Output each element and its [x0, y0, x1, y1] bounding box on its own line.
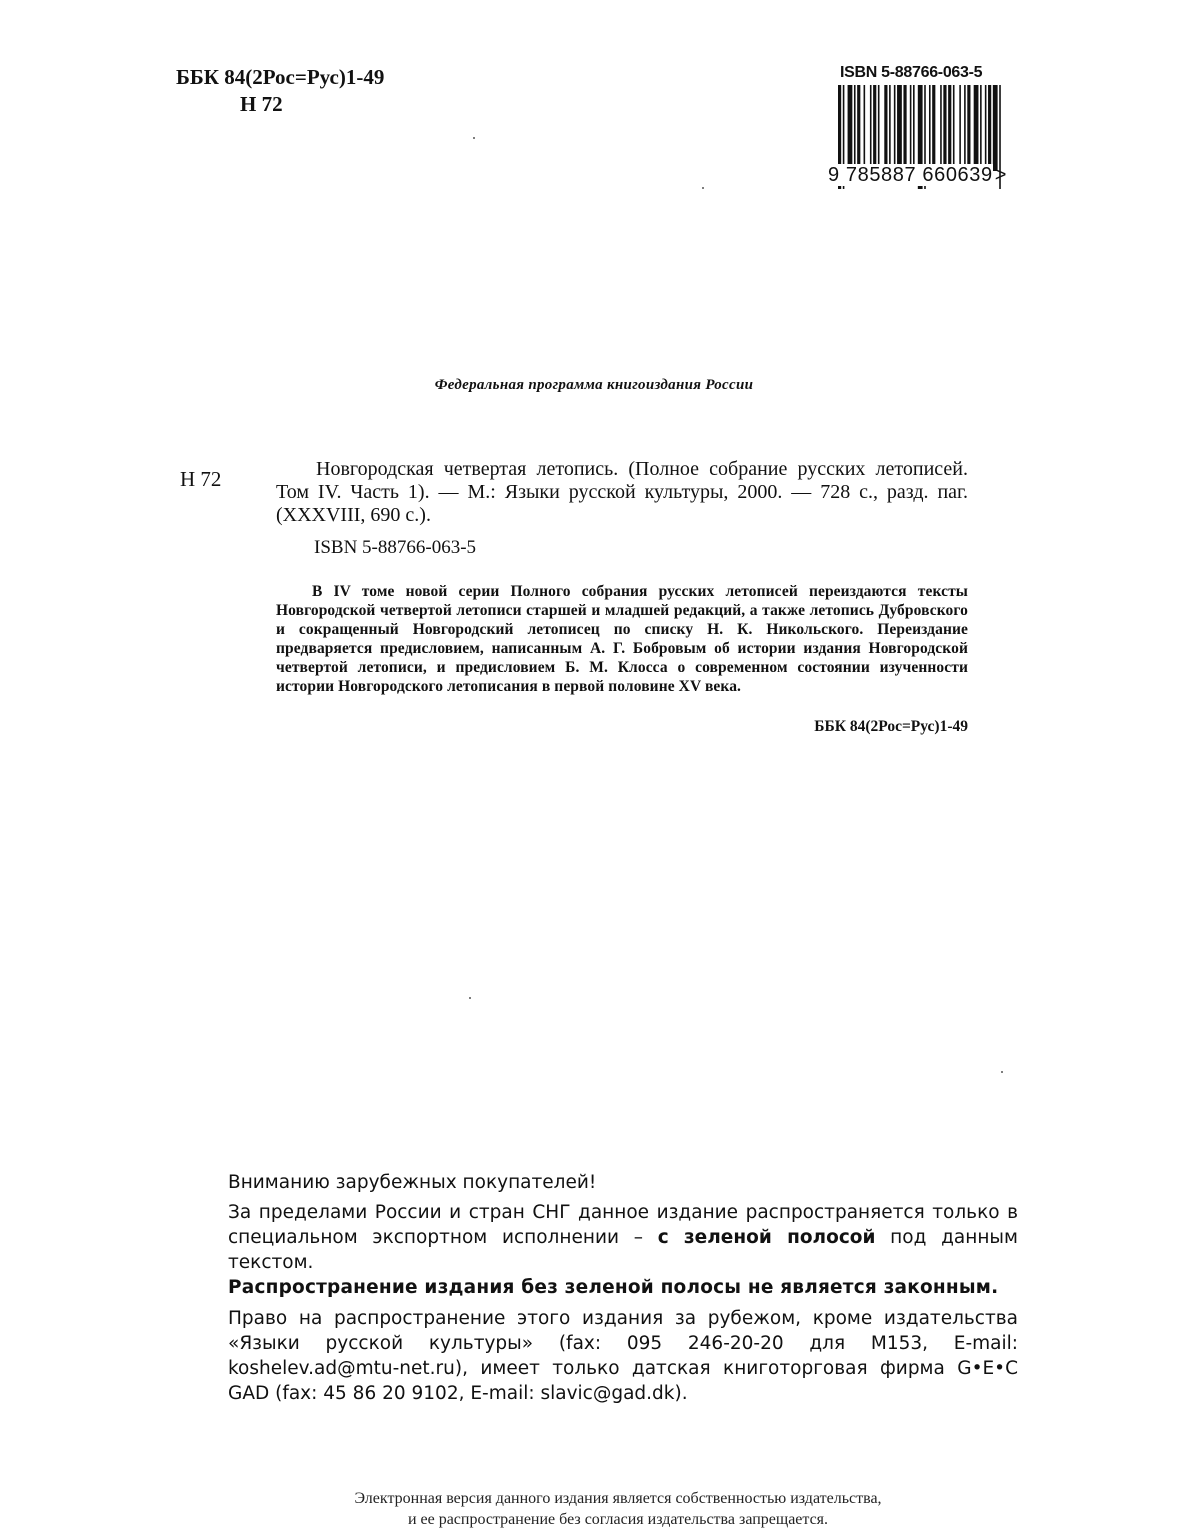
- barcode-bar: [884, 85, 887, 171]
- barcode-bar: [910, 85, 912, 171]
- barcode-bar: [913, 85, 915, 171]
- barcode-isbn-label: ISBN 5-88766-063-5: [840, 64, 983, 81]
- notice-export-text: [228, 1200, 1018, 1275]
- barcode-bar: [864, 85, 866, 171]
- barcode-bar: [878, 85, 880, 171]
- barcode-bar: [873, 85, 876, 171]
- ean-arrow: >: [994, 164, 1007, 186]
- catalog-annotation: В IV томе новой серии Полного собрания русских летописей переиздаются тексты Новгородской четвертой летописи старшей и младшей редакций, а также летопись Дубровского и сокращенный Новгородский летописец по списку Н. К. Никольского. Переиздание предваряется предисловием, написанным А. Г. Бобровым об истории издания Новгородской четвертой летописи, и предисловием Б. М. Клосса о современном состоянии изученности истории Новгородского летописания в первой половине XV века.: [276, 583, 968, 695]
- barcode-bar: [959, 85, 961, 171]
- barcode-bar: [980, 85, 982, 171]
- electronic-version-notice: [0, 1488, 1188, 1530]
- barcode-bar: [870, 85, 872, 171]
- foreign-buyers-notice: [228, 1170, 1018, 1406]
- barcode-bar: [985, 85, 987, 171]
- barcode-bar: [894, 85, 896, 171]
- bbk-code: ББК 84(2Рос=Рус)1-49: [176, 65, 385, 89]
- scan-speck: [473, 137, 475, 139]
- barcode-bar: [932, 85, 935, 171]
- catalog-isbn: ISBN 5-88766-063-5: [314, 537, 477, 558]
- barcode-bar: [967, 85, 970, 171]
- notice-export-end: под данным текстом.: [228, 1227, 1018, 1273]
- federal-program-title: Федеральная программа книгоиздания России: [434, 377, 754, 393]
- notice-distribution-rights: Право на распространение этого издания за рубежом, кроме издательства «Языки русской культуры» (fax: 095 246-20-20 для M153, E-mail: koshelev.ad@mtu-net.ru), имеет только датская книготорговая фирма G•E•C GAD (fax: 45 86 20 9102, E-mail: slavic@gad.dk).: [228, 1308, 1018, 1404]
- barcode-bar: [988, 85, 991, 171]
- barcode-bar: [854, 85, 856, 171]
- author-code: Н 72: [240, 92, 283, 116]
- catalog-description: Новгородская четвертая летопись. (Полное собрание русских летописей. Том IV. Часть 1). — М.: Языки русской культуры, 2000. — 728 с., разд. паг. (XXXVIII, 690 с.).: [276, 458, 968, 526]
- notice-export-start: За пределами России и стран СНГ данное издание распространяется только в специальном экспортном исполнении –: [228, 1202, 1018, 1248]
- ean-number: [828, 164, 1007, 187]
- notice-warning: Распространение издания без зеленой полосы не является законным.: [228, 1277, 999, 1298]
- barcode-bar: [903, 85, 906, 171]
- barcode-bar: [940, 85, 942, 171]
- barcode-bar: [993, 85, 998, 171]
- bbk-header: [176, 64, 384, 118]
- barcode-bar: [857, 85, 860, 171]
- barcode-bar: [929, 85, 931, 171]
- barcode-bar: [948, 85, 951, 171]
- barcode-bar: [943, 85, 946, 171]
- notice-green-stripe: с зеленой полосой: [657, 1227, 876, 1248]
- scan-speck: [1001, 1071, 1003, 1073]
- electronic-notice-line2: и ее распространение без согласия издательства запрещается.: [407, 1511, 829, 1528]
- catalog-author-mark: Н 72: [180, 467, 222, 491]
- barcode-bar: [897, 85, 902, 171]
- notice-heading: Вниманию зарубежных покупателей!: [228, 1172, 597, 1193]
- scan-speck: [702, 187, 704, 189]
- barcode-bar: [848, 85, 853, 171]
- catalog-bbk: ББК 84(2Рос=Рус)1-49: [814, 718, 968, 735]
- barcode-bar: [974, 85, 979, 171]
- electronic-notice-line1: Электронная версия данного издания является собственностью издательства,: [354, 1490, 882, 1507]
- barcode-bar: [889, 85, 891, 171]
- scan-speck: [469, 997, 471, 999]
- barcode-bar: [953, 85, 955, 171]
- ean-digits: 9 785887 660639: [828, 164, 993, 186]
- barcode-bar: [964, 85, 966, 171]
